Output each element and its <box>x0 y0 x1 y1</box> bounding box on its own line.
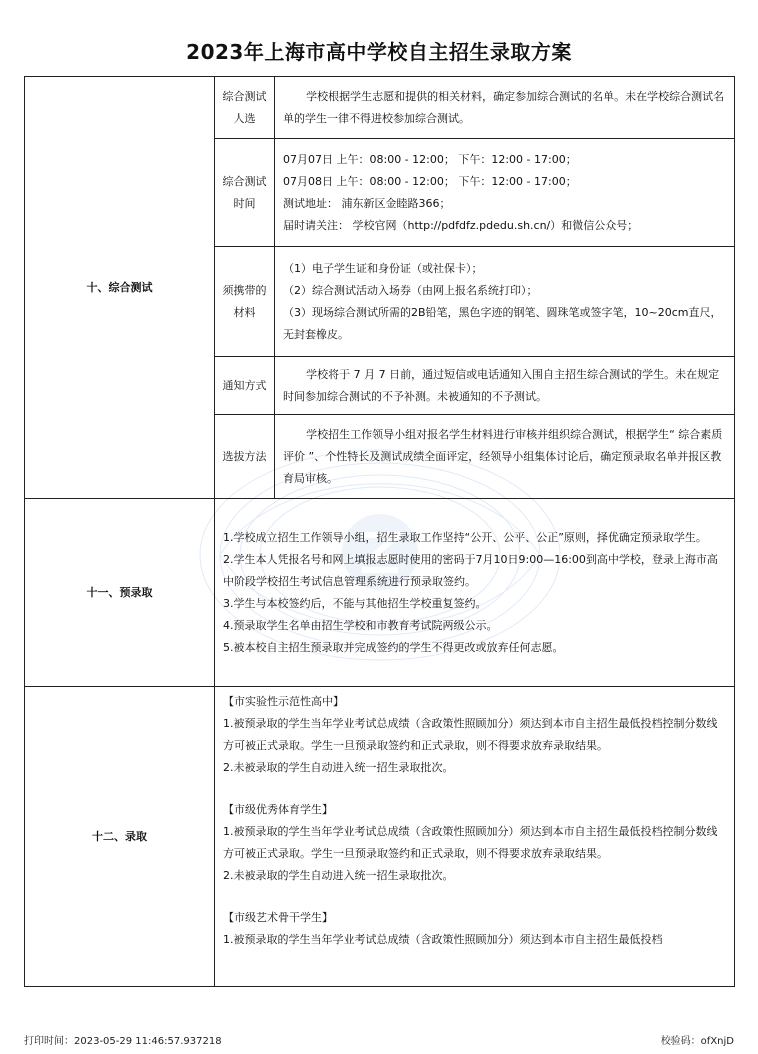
schedule-line: 07月08日 上午：08:00 - 12:00； 下午：12:00 - 17:00； <box>283 174 577 188</box>
row-label-test-candidates: 综合测试人选 <box>215 77 275 139</box>
rule-item: 1.被预录取的学生当年学业考试总成绩（含政策性照顾加分）须达到本市自主招生最低投档 <box>223 933 663 946</box>
material-item: （3）现场综合测试所需的2B铅笔，黑色字迹的钢笔、圆珠笔或签字笔，10~20cm直尺，无封套橡皮。 <box>283 305 722 341</box>
rule-item: 2.未被录取的学生自动进入统一招生录取批次。 <box>223 761 454 774</box>
rule-item: 2.未被录取的学生自动进入统一招生录取批次。 <box>223 869 454 882</box>
schedule-line: 07月07日 上午：08:00 - 12:00； 下午：12:00 - 17:00； <box>283 152 577 166</box>
print-time: 打印时间：2023-05-29 11:46:57.937218 <box>24 1036 222 1047</box>
rule-item: 5.被本校自主招生预录取并完成签约的学生不得更改或放弃任何志愿。 <box>223 640 564 654</box>
row-text: 学校根据学生志愿和提供的相关材料，确定参加综合测试的名单。未在学校综合测试名单的学生一律不得进校参加综合测试。 <box>283 89 725 125</box>
row-label-materials: 须携带的材料 <box>215 247 275 357</box>
material-item: （2）综合测试活动入场券（由网上报名系统打印）； <box>283 283 538 297</box>
rule-item: 4.预录取学生名单由招生学校和市教育考试院两级公示。 <box>223 618 498 632</box>
section-title-admission: 十二、录取 <box>25 687 215 987</box>
row-label-notification: 通知方式 <box>215 357 275 415</box>
row-text: 学校招生工作领导小组对报名学生材料进行审核并组织综合测试，根据学生“ 综合素质评价 ”、个性特长及测试成绩全面评定，经领导小组集体讨论后，确定预录取名单并报区教育局审核。 <box>283 427 723 485</box>
admission-table <box>24 76 735 987</box>
group-heading: 【市实验性示范性高中】 <box>223 695 344 708</box>
row-content-materials <box>275 247 735 357</box>
rule-item: 1.被预录取的学生当年学业考试总成绩（含政策性照顾加分）须达到本市自主招生最低投档控制分数线方可被正式录取。学生一旦预录取签约和正式录取，则不得要求放弃录取结果。 <box>223 717 718 752</box>
group-heading: 【市级优秀体育学生】 <box>223 803 333 816</box>
section-title-comprehensive-test: 十、综合测试 <box>25 77 215 499</box>
group-heading: 【市级艺术骨干学生】 <box>223 911 333 924</box>
rule-item: 1.学校成立招生工作领导小组，招生录取工作坚持“公开、公平、公正”原则，择优确定预录取学生。 <box>223 530 707 544</box>
section-title-pre-admission: 十一、预录取 <box>25 499 215 687</box>
address-line: 测试地址： 浦东新区金睦路366； <box>283 196 451 210</box>
rule-item: 3.学生与本校签约后，不能与其他招生学校重复签约。 <box>223 596 487 610</box>
row-content-test-candidates <box>275 77 735 139</box>
row-content-test-time <box>275 139 735 247</box>
check-code: 校验码：ofXnjD <box>660 1036 734 1047</box>
material-item: （1）电子学生证和身份证（或社保卡）； <box>283 261 483 275</box>
notice-line: 届时请关注： 学校官网（http://pdfdfz.pdedu.sh.cn/）和微信公众号； <box>283 218 639 232</box>
row-label-selection-method: 选拔方法 <box>215 415 275 499</box>
row-text: 学校将于 7 月 7 日前，通过短信或电话通知入围自主招生综合测试的学生。未在规定时间参加综合测试的不予补测。未被通知的不予测试。 <box>283 367 720 403</box>
section-content-pre-admission <box>215 499 735 687</box>
row-content-selection-method <box>275 415 735 499</box>
rule-item: 1.被预录取的学生当年学业考试总成绩（含政策性照顾加分）须达到本市自主招生最低投档控制分数线方可被正式录取。学生一旦预录取签约和正式录取，则不得要求放弃录取结果。 <box>223 825 718 860</box>
spacer <box>223 887 726 907</box>
rule-item: 2.学生本人凭报名号和网上填报志愿时使用的密码于7月10日9:00—16:00到高中学校，登录上海市高中阶段学校招生考试信息管理系统进行预录取签约。 <box>223 552 718 588</box>
spacer <box>223 779 726 799</box>
document-title: 2023年上海市高中学校自主招生录取方案 <box>186 40 572 64</box>
row-content-notification <box>275 357 735 415</box>
section-content-admission <box>215 687 735 987</box>
row-label-test-time: 综合测试时间 <box>215 139 275 247</box>
